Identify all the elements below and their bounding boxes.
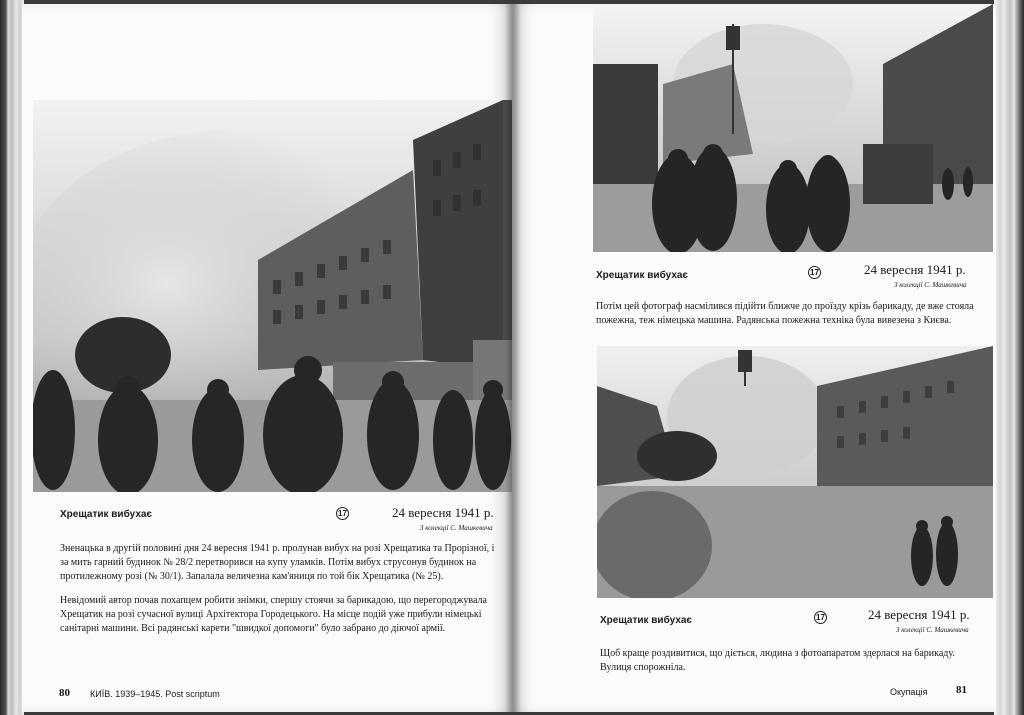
photo-fire-truck-image — [593, 4, 993, 252]
caption-date: 24 вересня 1941 р. — [392, 505, 494, 520]
page-number-left: 80 — [59, 687, 70, 699]
right-body-text-top: Потім цей фотограф насмілився підійти ближче до проїзду крізь барикаду, де вже стояла пожежна, теж німецька машина. Радянська пожежна техніка була вивезена з Києва. — [596, 301, 974, 326]
left-body-text — [60, 542, 505, 646]
photo-number-badge: 17 — [808, 266, 821, 279]
book-gutter — [505, 4, 521, 712]
photo-empty-street-image — [597, 346, 993, 598]
paragraph: Зненацька в другій половині дня 24 вересня 1941 р. пролунав вибух на розі Хрещатика та Прорізної, і за мить гарний будинок № 28/2 перетворився на купу уламків. Потім вибух струсонув будинок на протилежному розі (№ 30/1). Запалала величезна кам'яниця по той бік Хрещатика (№ 25). — [60, 543, 495, 582]
right-body-text-bottom: Щоб краще роздивитися, що діється, людина з фотоапаратом здерлася на барикаду. Вулиця спорожніла. — [600, 648, 955, 673]
caption-date: 24 вересня 1941 р. — [868, 607, 970, 622]
photo-khreshchatyk-barricade — [33, 100, 581, 492]
right-caption-top — [596, 270, 688, 281]
photo-number-badge: 17 — [814, 611, 827, 624]
left-page — [22, 4, 512, 712]
caption-credit: З колекції С. Машкевича — [894, 281, 967, 289]
photo-barricade-image — [33, 100, 581, 492]
caption-title: Хрещатик вибухає — [600, 615, 692, 626]
photo-empty-street — [597, 346, 993, 598]
caption-date: 24 вересня 1941 р. — [864, 262, 966, 277]
right-caption-bottom — [600, 615, 692, 626]
caption-credit: З колекції С. Машкевича — [896, 626, 969, 634]
caption-title: Хрещатик вибухає — [596, 270, 688, 281]
caption-credit: З колекції С. Машкевича — [420, 524, 493, 532]
running-head-left: КИЇВ. 1939–1945. Post scriptum — [90, 689, 220, 699]
page-edges-left — [0, 0, 24, 715]
right-page — [512, 4, 996, 712]
photo-number-badge: 17 — [336, 507, 349, 520]
page-number-right: 81 — [956, 684, 967, 696]
photo-fire-truck — [593, 4, 993, 252]
page-edges-right — [994, 0, 1024, 715]
running-head-right: Окупація — [890, 687, 928, 697]
caption-title: Хрещатик вибухає — [60, 509, 152, 520]
left-caption — [60, 509, 152, 520]
paragraph: Невідомий автор почав похапцем робити знімки, спершу стоячи за барикадою, що перегороджувала Хрещатик на розі сучасної вулиці Архітектора Городецького. На місце подій уже прибули німецькі санітарні машини. Всі радянські карети "швидкої допомоги" було забрано до діючої армії. — [60, 595, 487, 634]
